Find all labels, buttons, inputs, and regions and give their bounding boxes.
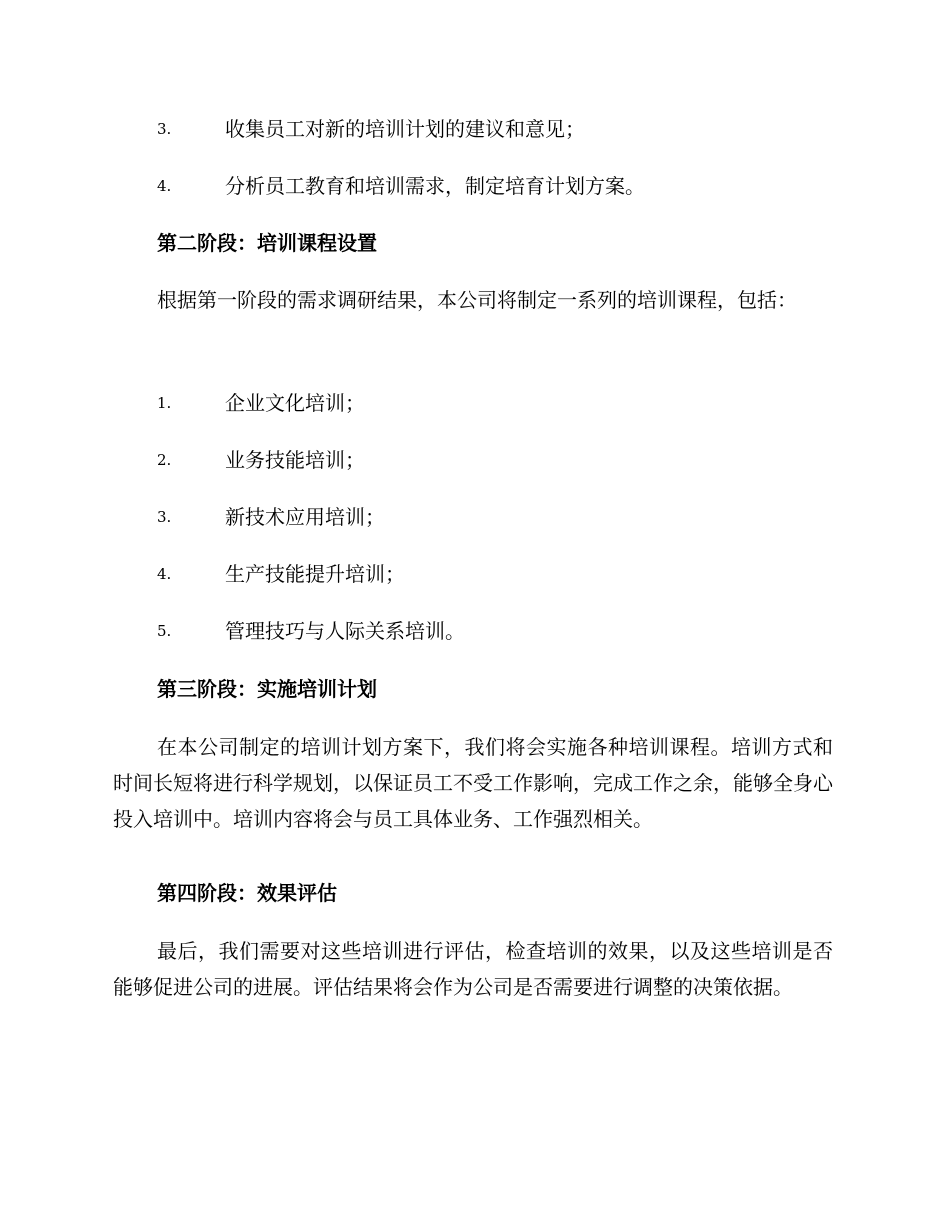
list-text: 分析员工教育和培训需求，制定培育计划方案。 xyxy=(225,174,645,198)
section-heading-stage2: 第二阶段：培训课程设置 xyxy=(157,231,377,255)
list-number: 4. xyxy=(157,565,172,583)
list-item xyxy=(0,109,950,149)
list-text: 业务技能培训； xyxy=(225,448,365,472)
list-item xyxy=(0,611,950,651)
list-number: 1. xyxy=(157,394,172,412)
list-number: 3. xyxy=(157,120,172,138)
list-text: 管理技巧与人际关系培训。 xyxy=(225,619,465,643)
list-number: 3. xyxy=(157,508,172,526)
list-item xyxy=(0,440,950,480)
list-number: 5. xyxy=(157,622,172,640)
section-heading-stage3: 第三阶段：实施培训计划 xyxy=(157,677,377,701)
list-item xyxy=(0,383,950,423)
list-text: 收集员工对新的培训计划的建议和意见； xyxy=(225,117,585,141)
section-heading-stage4: 第四阶段：效果评估 xyxy=(157,881,337,905)
list-item xyxy=(0,166,950,206)
list-text: 生产技能提升培训； xyxy=(225,562,405,586)
paragraph-stage2-intro: 根据第一阶段的需求调研结果，本公司将制定一系列的培训课程，包括： xyxy=(157,288,797,312)
list-text: 新技术应用培训； xyxy=(225,505,385,529)
paragraph-stage4-body: 最后，我们需要对这些培训进行评估，检查培训的效果，以及这些培训是否能够促进公司的进展。评估结果将会作为公司是否需要进行调整的决策依据。 xyxy=(113,939,833,999)
list-item xyxy=(0,497,950,537)
list-number: 4. xyxy=(157,177,172,195)
list-text: 企业文化培训； xyxy=(225,391,365,415)
list-number: 2. xyxy=(157,451,172,469)
paragraph-stage3-body: 在本公司制定的培训计划方案下，我们将会实施各种培训课程。培训方式和时间长短将进行科学规划，以保证员工不受工作影响，完成工作之余，能够全身心投入培训中。培训内容将会与员工具体业务、工作强烈相关。 xyxy=(113,735,833,831)
list-item xyxy=(0,554,950,594)
